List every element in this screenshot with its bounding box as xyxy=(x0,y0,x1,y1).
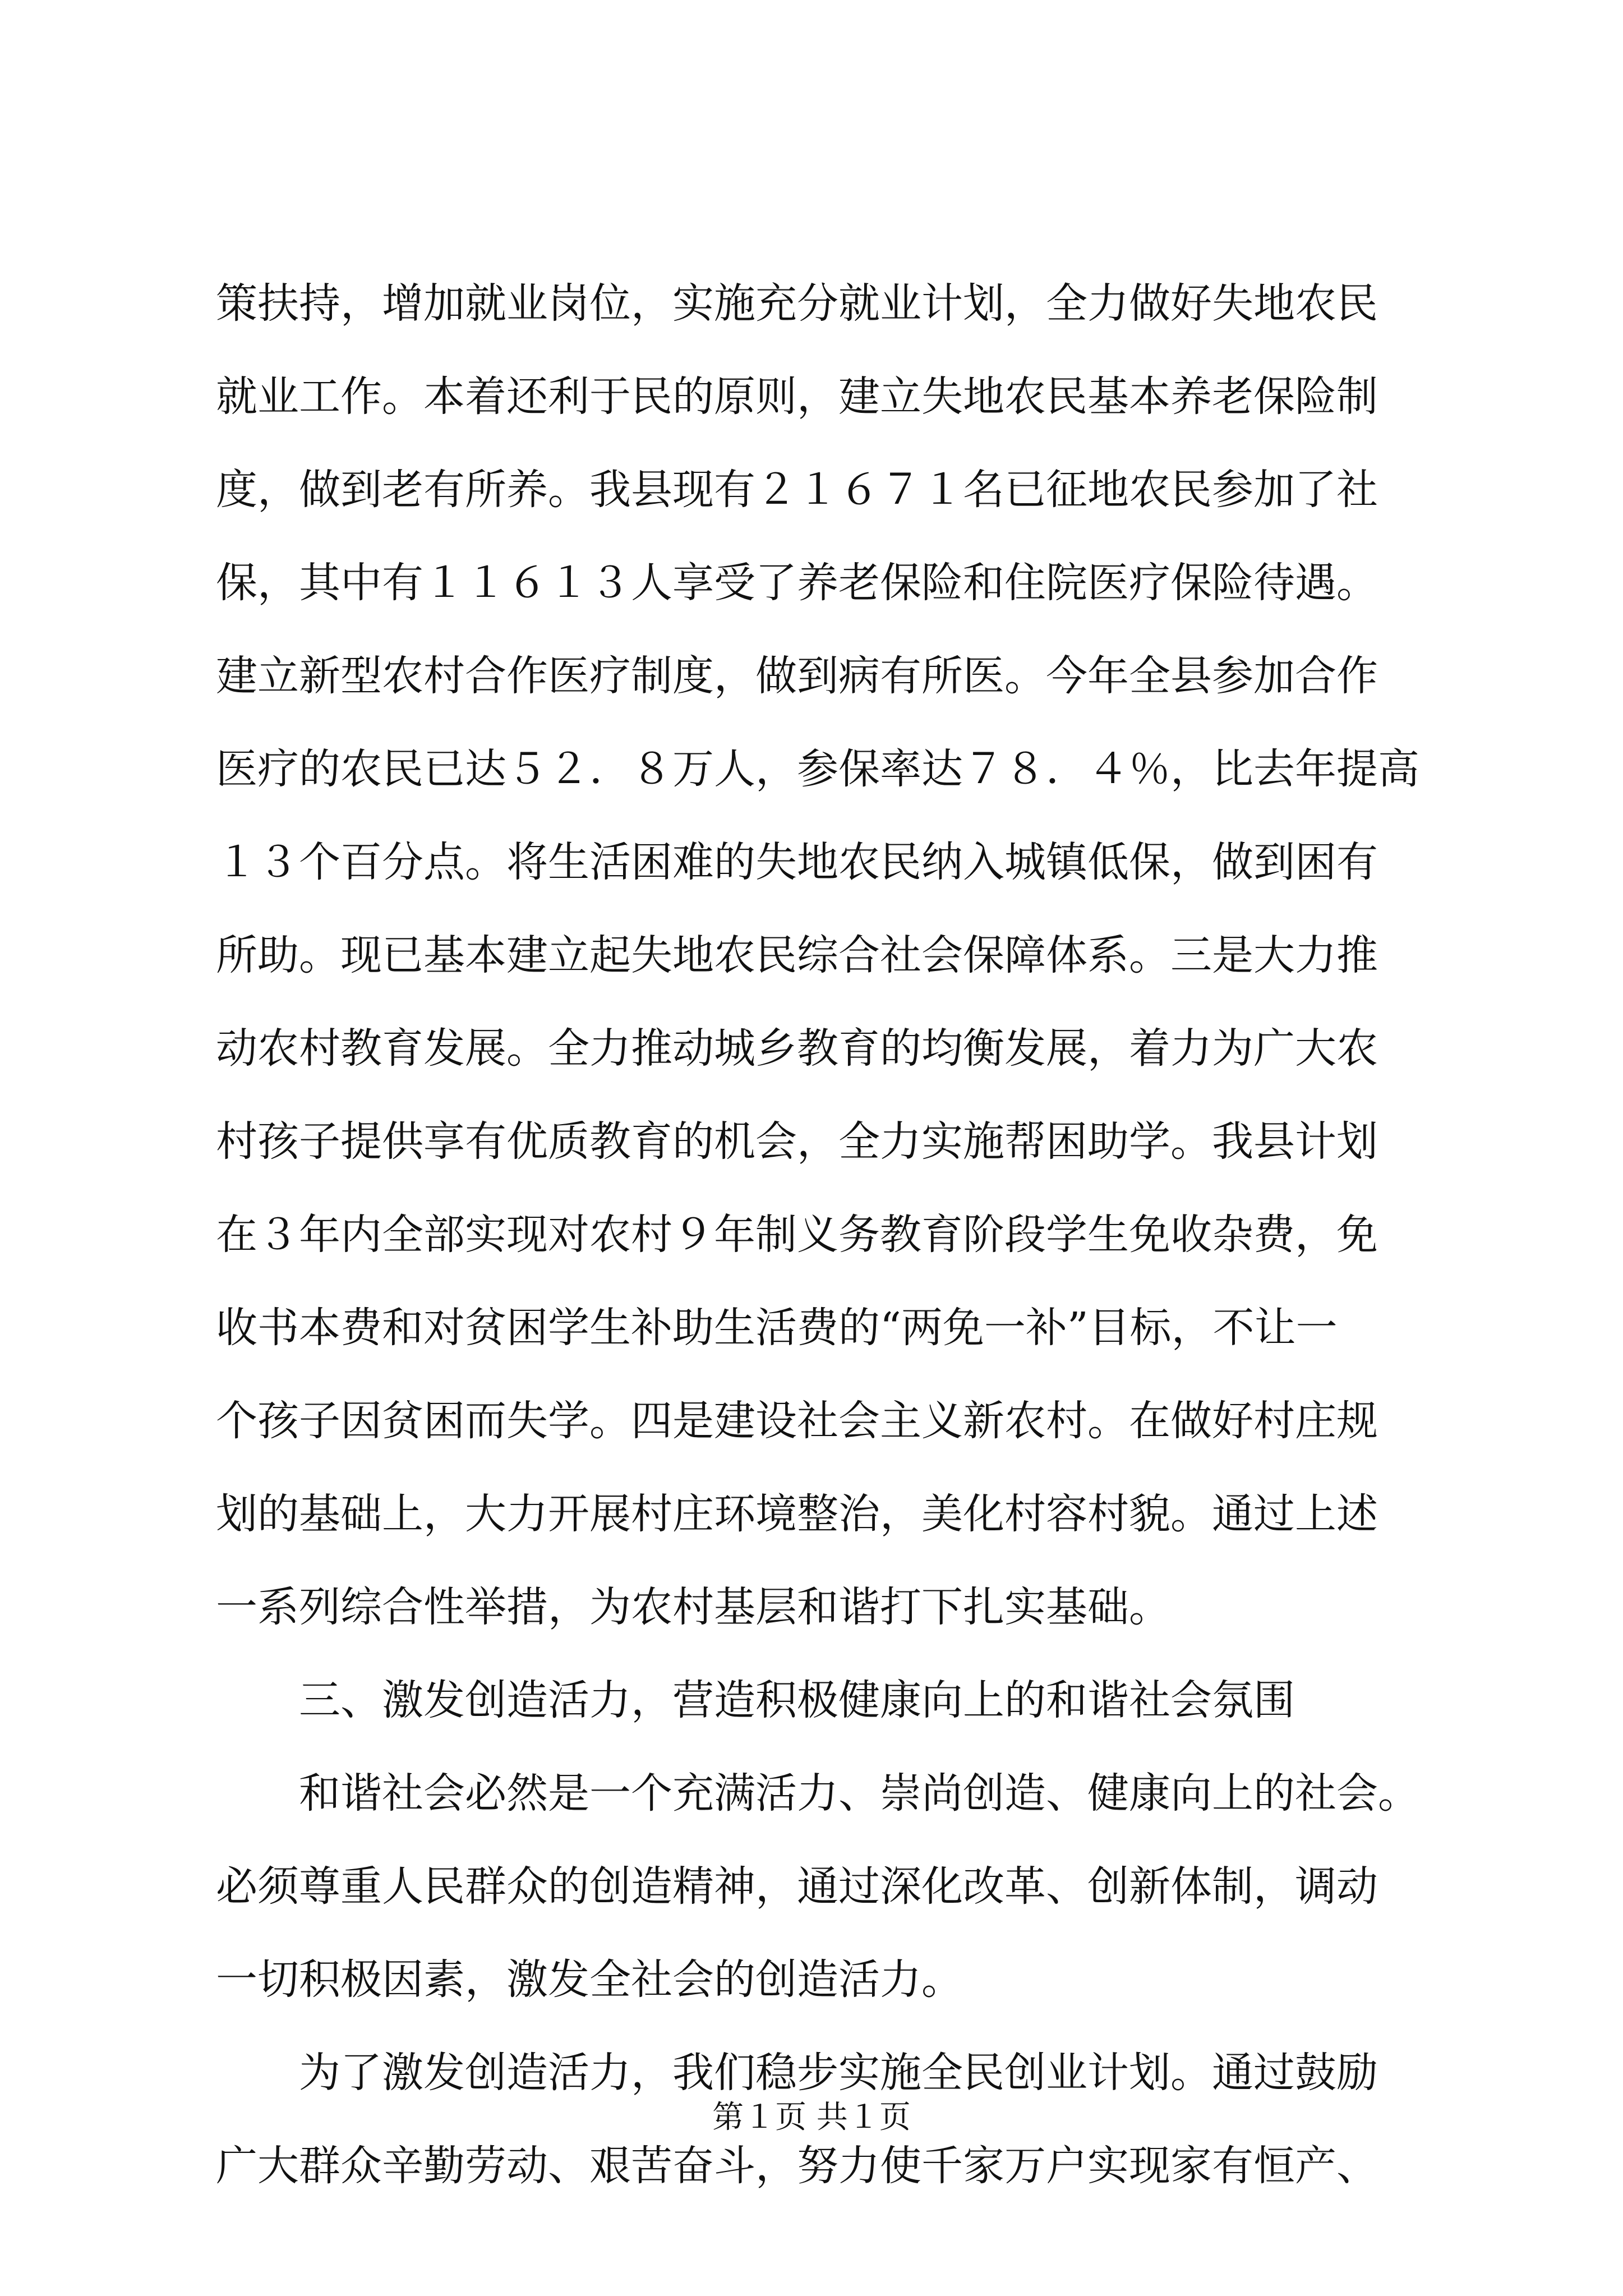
text-line: 一系列综合性举措，为农村基层和谐打下扎实基础。 xyxy=(216,1583,1170,1631)
paragraph-first-line: 和谐社会必然是一个充满活力、崇尚创造、健康向上的社会。 xyxy=(299,1769,1419,1818)
text-line: 个孩子因贫困而失学。四是建设社会主义新农村。在做好村庄规 xyxy=(216,1397,1378,1445)
page-number-footer: 第１页 共１页 xyxy=(712,2099,911,2136)
text-line: 收书本费和对贫困学生补助生活费的“两免一补”目标，不让一 xyxy=(216,1304,1338,1352)
paragraph-first-line: 为了激发创造活力，我们稳步实施全民创业计划。通过鼓励 xyxy=(299,2049,1378,2097)
text-line: 动农村教育发展。全力推动城乡教育的均衡发展，着力为广大农 xyxy=(216,1024,1378,1073)
text-line: 必须尊重人民群众的创造精神，通过深化改革、创新体制，调动 xyxy=(216,1862,1378,1911)
text-line: 所助。现已基本建立起失地农民综合社会保障体系。三是大力推 xyxy=(216,931,1378,979)
text-line: 医疗的农民已达５２．８万人，参保率达７８．４％，比去年提高 xyxy=(216,745,1419,793)
text-line: 度，做到老有所养。我县现有２１６７１名已征地农民参加了社 xyxy=(216,466,1378,514)
text-line: 保，其中有１１６１３人享受了养老保险和住院医疗保险待遇。 xyxy=(216,559,1378,607)
text-line: 就业工作。本着还利于民的原则，建立失地农民基本养老保险制 xyxy=(216,372,1378,421)
text-line: 建立新型农村合作医疗制度，做到病有所医。今年全县参加合作 xyxy=(216,652,1378,700)
section-heading: 三、激发创造活力，营造积极健康向上的和谐社会氛围 xyxy=(299,1676,1295,1724)
document-body xyxy=(216,257,1419,2212)
text-line: １３个百分点。将生活困难的失地农民纳入城镇低保，做到困有 xyxy=(216,838,1378,886)
text-line: 村孩子提供享有优质教育的机会，全力实施帮困助学。我县计划 xyxy=(216,1117,1378,1166)
text-line: 一切积极因素，激发全社会的创造活力。 xyxy=(216,1955,963,2004)
text-line: 策扶持，增加就业岗位，实施充分就业计划，全力做好失地农民 xyxy=(216,279,1378,328)
text-line: 划的基础上，大力开展村庄环境整治，美化村容村貌。通过上述 xyxy=(216,1490,1378,1538)
text-line: 广大群众辛勤劳动、艰苦奋斗，努力使千家万户实现家有恒产、 xyxy=(216,2142,1378,2190)
text-line: 在３年内全部实现对农村９年制义务教育阶段学生免收杂费，免 xyxy=(216,1211,1378,1259)
